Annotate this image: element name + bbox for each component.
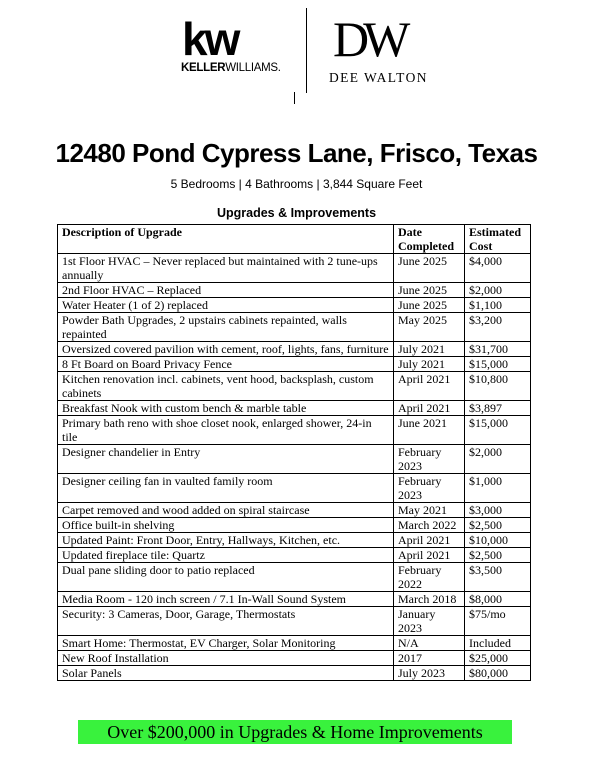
cell-date: February 2023 — [394, 445, 465, 474]
table-row — [58, 313, 531, 342]
table-row — [58, 254, 531, 283]
cell-cost: $3,897 — [465, 401, 531, 416]
table-row — [58, 342, 531, 357]
cell-description: Oversized covered pavilion with cement, roof, lights, fans, furniture — [58, 342, 394, 357]
cell-cost: $4,000 — [465, 254, 531, 283]
cell-date: May 2025 — [394, 313, 465, 342]
table-row — [58, 636, 531, 651]
cell-cost: $15,000 — [465, 416, 531, 445]
logo-divider-tick — [294, 92, 295, 104]
cell-description: 8 Ft Board on Board Privacy Fence — [58, 357, 394, 372]
cell-date: April 2021 — [394, 372, 465, 401]
table-row — [58, 357, 531, 372]
table-row — [58, 592, 531, 607]
cell-description: Designer ceiling fan in vaulted family room — [58, 474, 394, 503]
cell-description: Dual pane sliding door to patio replaced — [58, 563, 394, 592]
cell-cost: $8,000 — [465, 592, 531, 607]
keller-wordmark-bold: KELLER — [181, 62, 226, 74]
cell-date: April 2021 — [394, 401, 465, 416]
table-row — [58, 607, 531, 636]
cell-date: January 2023 — [394, 607, 465, 636]
cell-description: Security: 3 Cameras, Door, Garage, Thermostats — [58, 607, 394, 636]
cell-description: Carpet removed and wood added on spiral staircase — [58, 503, 394, 518]
table-row — [58, 474, 531, 503]
table-row — [58, 416, 531, 445]
cell-description: Kitchen renovation incl. cabinets, vent hood, backsplash, custom cabinets — [58, 372, 394, 401]
table-row — [58, 401, 531, 416]
header-date: Date Completed — [394, 225, 465, 254]
cell-date: June 2025 — [394, 254, 465, 283]
cell-description: Office built-in shelving — [58, 518, 394, 533]
cell-date: April 2021 — [394, 533, 465, 548]
cell-cost: $75/mo — [465, 607, 531, 636]
cell-description: 1st Floor HVAC – Never replaced but maintained with 2 tune-ups annually — [58, 254, 394, 283]
table-header-row — [58, 225, 531, 254]
cell-date: March 2022 — [394, 518, 465, 533]
cell-date: N/A — [394, 636, 465, 651]
cell-cost: $80,000 — [465, 666, 531, 681]
cell-cost: $3,200 — [465, 313, 531, 342]
table-row — [58, 298, 531, 313]
cell-date: 2017 — [394, 651, 465, 666]
dee-walton-logo: DW — [333, 11, 405, 67]
cell-cost: $10,800 — [465, 372, 531, 401]
cell-date: June 2021 — [394, 416, 465, 445]
cell-date: June 2025 — [394, 283, 465, 298]
table-row — [58, 666, 531, 681]
table-row — [58, 548, 531, 563]
cell-date: March 2018 — [394, 592, 465, 607]
cell-date: July 2023 — [394, 666, 465, 681]
cell-date: July 2021 — [394, 357, 465, 372]
cell-date: April 2021 — [394, 548, 465, 563]
cell-cost: $2,000 — [465, 283, 531, 298]
cell-cost: $3,500 — [465, 563, 531, 592]
table-row — [58, 533, 531, 548]
keller-williams-wordmark — [181, 62, 281, 74]
cell-description: Water Heater (1 of 2) replaced — [58, 298, 394, 313]
table-row — [58, 563, 531, 592]
cell-description: Updated Paint: Front Door, Entry, Hallways, Kitchen, etc. — [58, 533, 394, 548]
cell-cost: $3,000 — [465, 503, 531, 518]
table-row — [58, 283, 531, 298]
cell-description: 2nd Floor HVAC – Replaced — [58, 283, 394, 298]
cell-cost: $2,000 — [465, 445, 531, 474]
cell-description: Designer chandelier in Entry — [58, 445, 394, 474]
cell-cost: $31,700 — [465, 342, 531, 357]
dee-walton-wordmark: DEE WALTON — [329, 70, 428, 85]
cell-description: Smart Home: Thermostat, EV Charger, Solar Monitoring — [58, 636, 394, 651]
logo-divider — [306, 8, 307, 93]
cell-date: July 2021 — [394, 342, 465, 357]
upgrades-table — [57, 224, 531, 681]
header-cost: Estimated Cost — [465, 225, 531, 254]
table-row — [58, 651, 531, 666]
cell-cost: $25,000 — [465, 651, 531, 666]
cell-description: Updated fireplace tile: Quartz — [58, 548, 394, 563]
cell-date: May 2021 — [394, 503, 465, 518]
cell-cost: $10,000 — [465, 533, 531, 548]
cell-description: Breakfast Nook with custom bench & marble table — [58, 401, 394, 416]
cell-cost: $2,500 — [465, 518, 531, 533]
summary-banner: Over $200,000 in Upgrades & Home Improvements — [78, 720, 512, 744]
cell-description: Media Room - 120 inch screen / 7.1 In-Wall Sound System — [58, 592, 394, 607]
cell-date: February 2022 — [394, 563, 465, 592]
keller-williams-logo: kw — [182, 13, 238, 65]
cell-cost: $15,000 — [465, 357, 531, 372]
williams-wordmark: WILLIAMS. — [225, 62, 281, 74]
cell-cost: Included — [465, 636, 531, 651]
cell-date: February 2023 — [394, 474, 465, 503]
section-title: Upgrades & Improvements — [216, 206, 377, 220]
cell-date: June 2025 — [394, 298, 465, 313]
cell-description: New Roof Installation — [58, 651, 394, 666]
cell-description: Primary bath reno with shoe closet nook, enlarged shower, 24-in tile — [58, 416, 394, 445]
cell-description: Solar Panels — [58, 666, 394, 681]
cell-description: Powder Bath Upgrades, 2 upstairs cabinets repainted, walls repainted — [58, 313, 394, 342]
table-row — [58, 503, 531, 518]
cell-cost: $1,100 — [465, 298, 531, 313]
property-summary: 5 Bedrooms | 4 Bathrooms | 3,844 Square Feet — [170, 177, 423, 191]
table-row — [58, 445, 531, 474]
page-title: 12480 Pond Cypress Lane, Frisco, Texas — [55, 138, 538, 168]
cell-cost: $1,000 — [465, 474, 531, 503]
table-row — [58, 518, 531, 533]
header-description: Description of Upgrade — [58, 225, 394, 254]
table-row — [58, 372, 531, 401]
logo-header — [0, 0, 593, 110]
cell-cost: $2,500 — [465, 548, 531, 563]
